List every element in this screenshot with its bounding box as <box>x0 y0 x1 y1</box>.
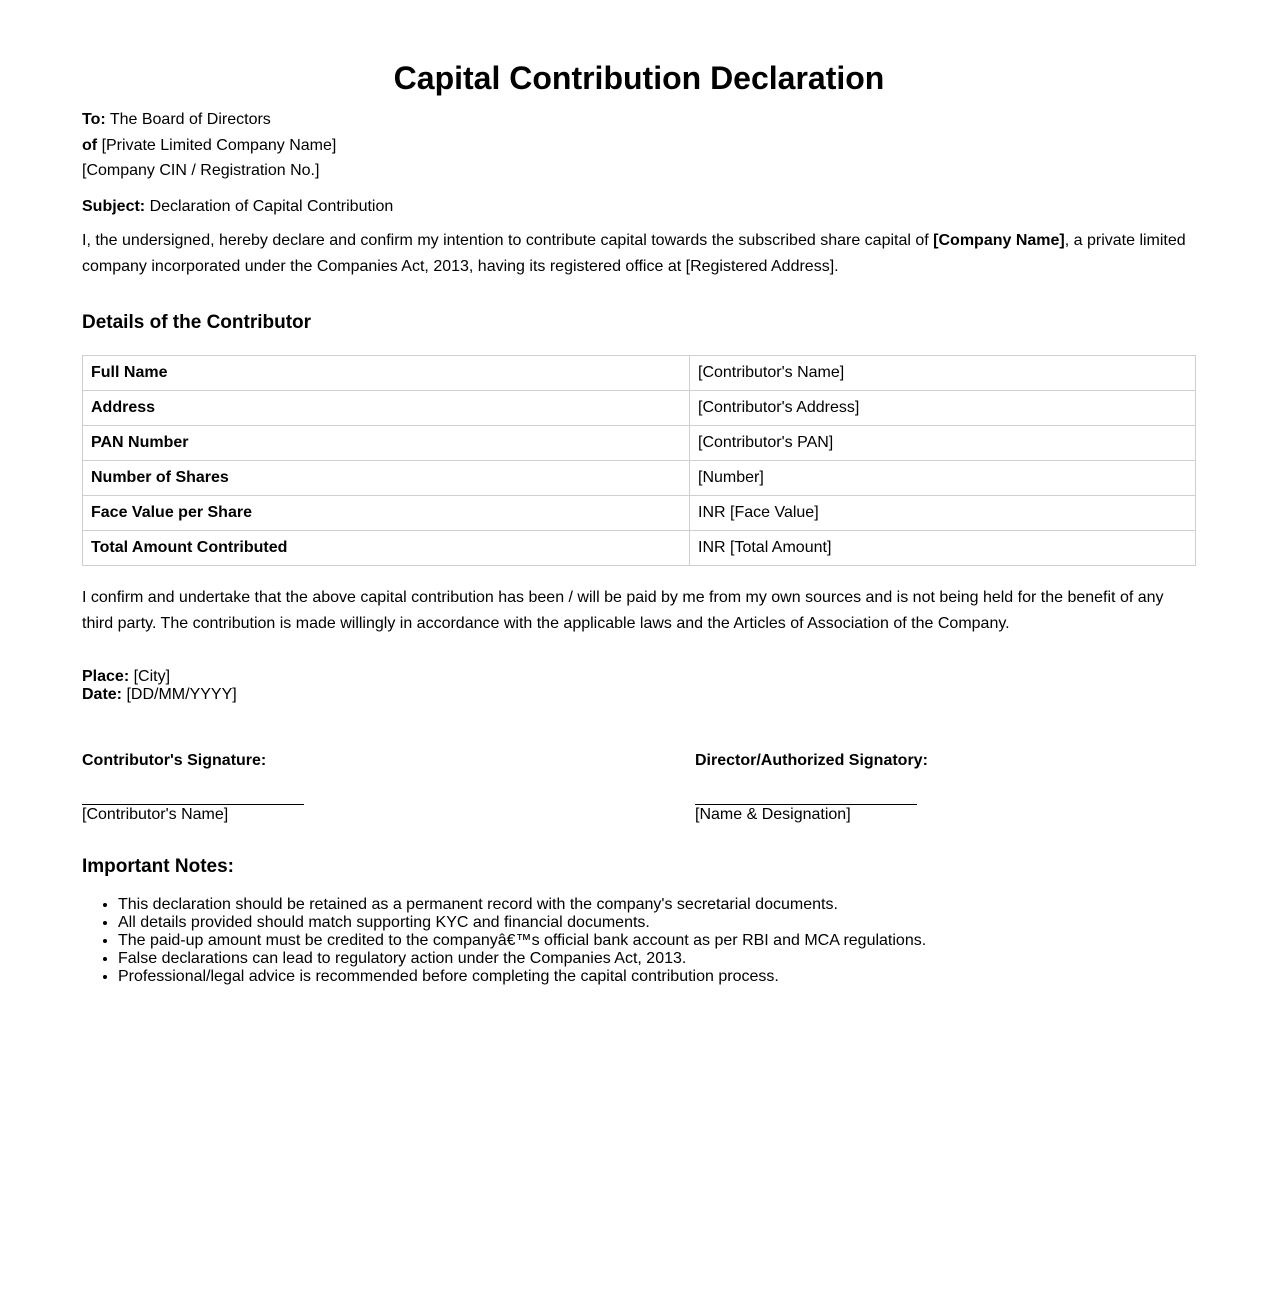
table-row <box>83 531 1196 566</box>
detail-value: [Contributor's Name] <box>690 356 1196 391</box>
subject-value: Declaration of Capital Contribution <box>149 198 394 215</box>
director-signature-label: Director/Authorized Signatory: <box>695 752 928 769</box>
detail-value: INR [Total Amount] <box>690 531 1196 566</box>
detail-label: Total Amount Contributed <box>83 531 690 566</box>
list-item: • False declarations can lead to regulatory action under the Companies Act, 2013. <box>118 950 926 968</box>
notes-list <box>82 896 926 986</box>
details-heading: Details of the Contributor <box>82 312 312 333</box>
to-line <box>82 107 336 133</box>
place-label: Place: <box>82 668 130 685</box>
table-row <box>83 356 1196 391</box>
place-date-block <box>82 668 237 704</box>
detail-value: [Contributor's Address] <box>690 391 1196 426</box>
list-item: • The paid-up amount must be credited to the companyâ€™s official bank account as per RBI and MCA regulations. <box>118 932 926 950</box>
list-item: • Professional/legal advice is recommended before completing the capital contribution process. <box>118 968 926 986</box>
list-item: • This declaration should be retained as a permanent record with the company's secretarial documents. <box>118 896 926 914</box>
intro-text-1: I, the undersigned, hereby declare and confirm my intention to contribute capital towards the subscribed share capital of <box>82 232 934 249</box>
table-row <box>83 426 1196 461</box>
detail-value: [Number] <box>690 461 1196 496</box>
cin-line: [Company CIN / Registration No.] <box>82 162 320 179</box>
date-value: [DD/MM/YYYY] <box>126 686 237 703</box>
detail-label: PAN Number <box>83 426 690 461</box>
date-label: Date: <box>82 686 123 703</box>
detail-value: [Contributor's PAN] <box>690 426 1196 461</box>
contributor-signature-block <box>82 751 482 825</box>
addressee-block <box>82 107 336 184</box>
director-name-placeholder: [Name & Designation] <box>695 806 851 823</box>
table-row <box>83 496 1196 531</box>
detail-label: Address <box>83 391 690 426</box>
detail-label: Full Name <box>83 356 690 391</box>
detail-value: INR [Face Value] <box>690 496 1196 531</box>
table-row <box>83 461 1196 496</box>
notes-heading: Important Notes: <box>82 856 234 877</box>
table-row <box>83 391 1196 426</box>
intro-paragraph <box>82 228 1196 280</box>
detail-label: Number of Shares <box>83 461 690 496</box>
page-title: Capital Contribution Declaration <box>393 60 885 96</box>
director-signature-block <box>695 751 1095 825</box>
list-item: • All details provided should match supporting KYC and financial documents. <box>118 914 926 932</box>
to-value: The Board of Directors <box>109 111 271 128</box>
contributor-name-placeholder: [Contributor's Name] <box>82 806 229 823</box>
contributor-signature-label: Contributor's Signature: <box>82 752 267 769</box>
to-label: To: <box>82 111 106 128</box>
of-label: of <box>82 136 98 154</box>
contributor-details-table <box>82 355 1196 566</box>
intro-text-2: , a private limited company incorporated under the Companies Act, 2013, having its registered office at [Registered Address]. <box>82 232 1186 275</box>
of-line <box>82 133 336 159</box>
confirmation-paragraph: I confirm and undertake that the above capital contribution has been / will be paid by me from my own sources and is not being held for the benefit of any third party. The contribution is made willingly in accordance with the applicable laws and the Articles of Association of the Company. <box>82 589 1164 632</box>
place-value: [City] <box>133 668 171 685</box>
subject-line <box>82 194 393 219</box>
intro-company-name: [Company Name] <box>933 232 1065 249</box>
date-line <box>82 686 237 704</box>
company-name-placeholder: [Private Limited Company Name] <box>101 136 337 154</box>
subject-label: Subject: <box>82 198 146 215</box>
detail-label: Face Value per Share <box>83 496 690 531</box>
place-line <box>82 668 237 686</box>
